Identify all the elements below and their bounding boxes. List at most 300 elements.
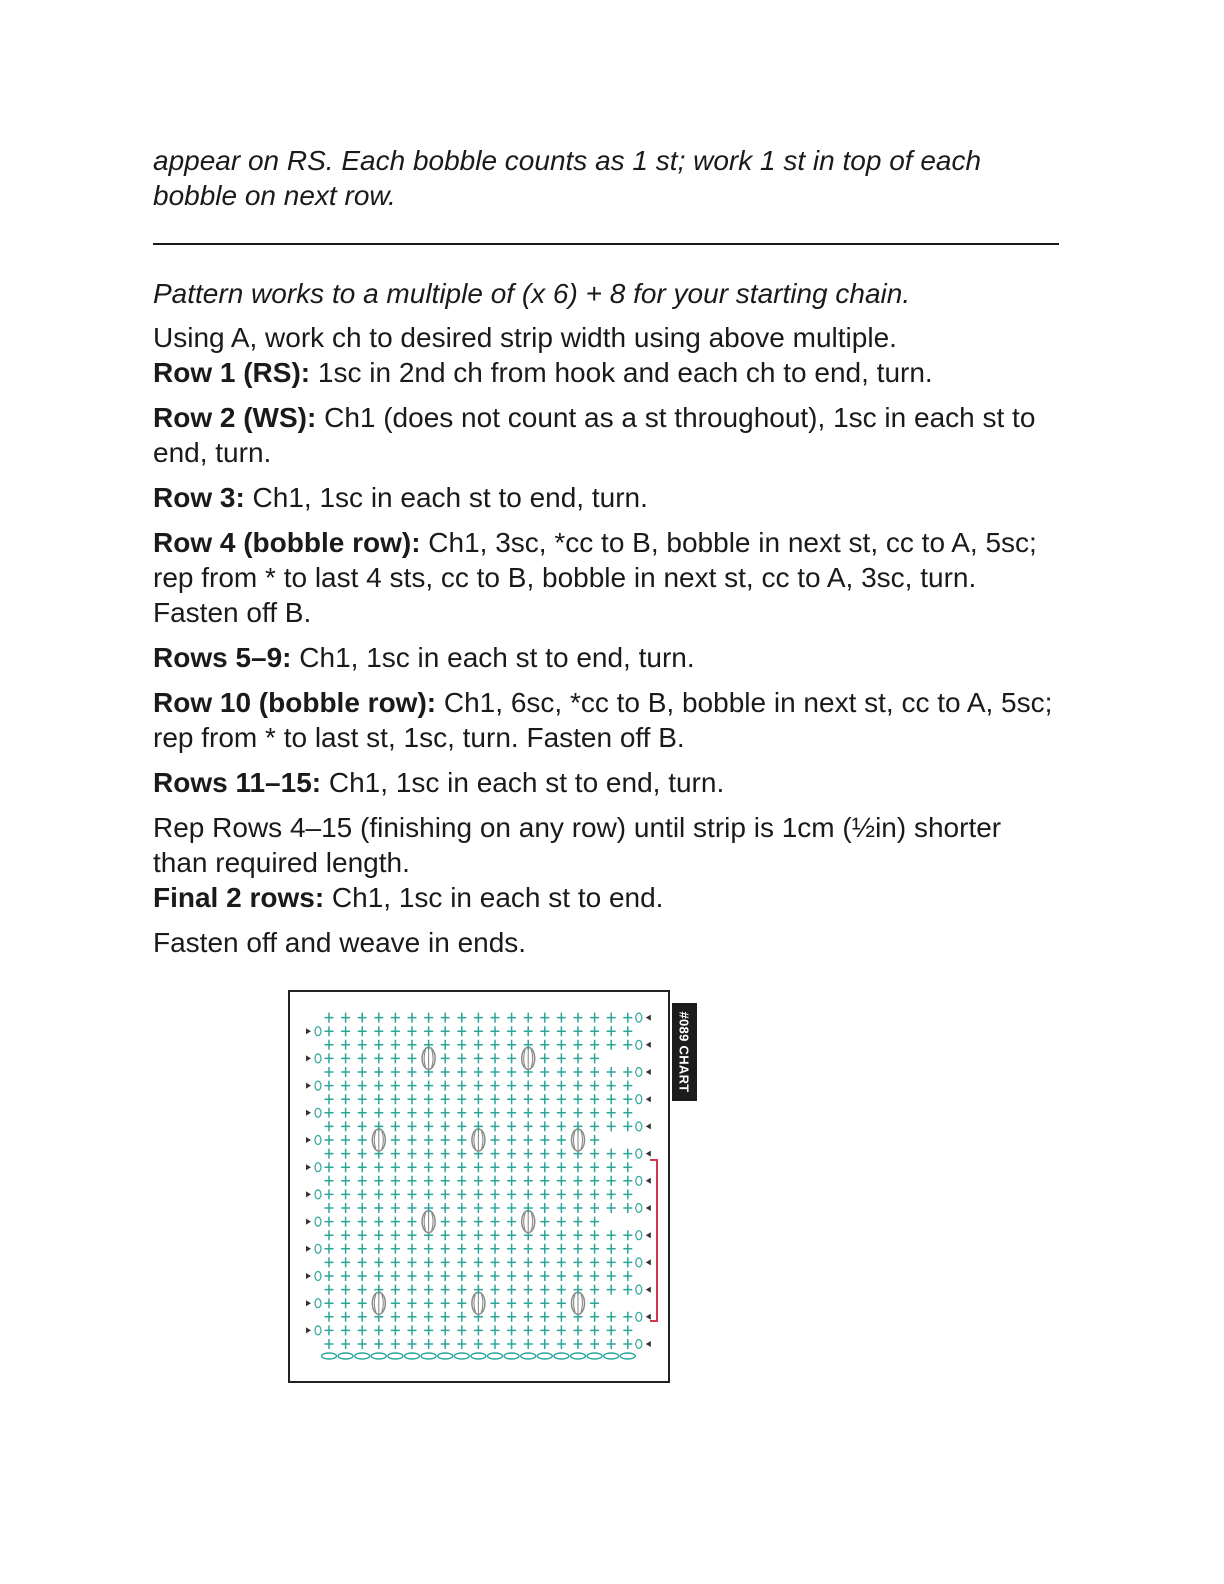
single-crochet-stitch: [441, 1094, 450, 1104]
turn-arrow: [306, 1273, 311, 1279]
single-crochet-stitch: [391, 1339, 400, 1349]
single-crochet-stitch: [540, 1217, 549, 1227]
single-crochet-stitch: [374, 1108, 383, 1118]
single-crochet-stitch: [424, 1135, 433, 1145]
turning-chain: [315, 1054, 321, 1063]
single-crochet-stitch: [325, 1162, 334, 1172]
single-crochet-stitch: [623, 1108, 632, 1118]
single-crochet-stitch: [590, 1271, 599, 1281]
turning-chain: [315, 1272, 321, 1281]
single-crochet-stitch: [325, 1108, 334, 1118]
single-crochet-stitch: [590, 1040, 599, 1050]
single-crochet-stitch: [491, 1325, 500, 1335]
single-crochet-stitch: [574, 1094, 583, 1104]
turning-chain: [315, 1027, 321, 1036]
single-crochet-stitch: [474, 1230, 483, 1240]
chain-stitch: [488, 1353, 503, 1359]
single-crochet-stitch: [590, 1026, 599, 1036]
single-crochet-stitch: [574, 1108, 583, 1118]
single-crochet-stitch: [457, 1285, 466, 1295]
turning-chain: [636, 1013, 642, 1022]
single-crochet-stitch: [325, 1081, 334, 1091]
single-crochet-stitch: [491, 1149, 500, 1159]
single-crochet-stitch: [557, 1040, 566, 1050]
instruction-label: Row 10 (bobble row):: [153, 687, 437, 718]
single-crochet-stitch: [408, 1053, 417, 1063]
single-crochet-stitch: [623, 1257, 632, 1267]
single-crochet-stitch: [590, 1121, 599, 1131]
single-crochet-stitch: [474, 1094, 483, 1104]
intro-paragraph: appear on RS. Each bobble counts as 1 st; work 1 st in top of each bobble on next row.: [153, 145, 982, 211]
single-crochet-stitch: [491, 1053, 500, 1063]
chain-stitch: [554, 1353, 569, 1359]
single-crochet-stitch: [457, 1135, 466, 1145]
single-crochet-stitch: [491, 1121, 500, 1131]
single-crochet-stitch: [358, 1053, 367, 1063]
single-crochet-stitch: [491, 1285, 500, 1295]
single-crochet-stitch: [457, 1067, 466, 1077]
instruction-line: [153, 640, 1059, 675]
single-crochet-stitch: [391, 1040, 400, 1050]
single-crochet-stitch: [374, 1271, 383, 1281]
single-crochet-stitch: [524, 1285, 533, 1295]
single-crochet-stitch: [325, 1257, 334, 1267]
single-crochet-stitch: [524, 1244, 533, 1254]
single-crochet-stitch: [408, 1244, 417, 1254]
single-crochet-stitch: [341, 1271, 350, 1281]
single-crochet-stitch: [557, 1108, 566, 1118]
single-crochet-stitch: [424, 1271, 433, 1281]
single-crochet-stitch: [491, 1217, 500, 1227]
single-crochet-stitch: [524, 1312, 533, 1322]
single-crochet-stitch: [391, 1189, 400, 1199]
single-crochet-stitch: [524, 1339, 533, 1349]
single-crochet-stitch: [491, 1244, 500, 1254]
single-crochet-stitch: [441, 1135, 450, 1145]
instructions-list: [153, 320, 1059, 970]
single-crochet-stitch: [341, 1189, 350, 1199]
single-crochet-stitch: [374, 1244, 383, 1254]
single-crochet-stitch: [491, 1013, 500, 1023]
single-crochet-stitch: [474, 1189, 483, 1199]
single-crochet-stitch: [507, 1135, 516, 1145]
single-crochet-stitch: [491, 1298, 500, 1308]
single-crochet-stitch: [441, 1312, 450, 1322]
single-crochet-stitch: [623, 1067, 632, 1077]
single-crochet-stitch: [507, 1067, 516, 1077]
single-crochet-stitch: [341, 1162, 350, 1172]
single-crochet-stitch: [623, 1162, 632, 1172]
single-crochet-stitch: [557, 1162, 566, 1172]
single-crochet-stitch: [574, 1244, 583, 1254]
single-crochet-stitch: [457, 1094, 466, 1104]
single-crochet-stitch: [374, 1189, 383, 1199]
single-crochet-stitch: [590, 1053, 599, 1063]
single-crochet-stitch: [408, 1189, 417, 1199]
single-crochet-stitch: [424, 1108, 433, 1118]
single-crochet-stitch: [491, 1203, 500, 1213]
single-crochet-stitch: [341, 1026, 350, 1036]
single-crochet-stitch: [540, 1271, 549, 1281]
single-crochet-stitch: [474, 1271, 483, 1281]
single-crochet-stitch: [358, 1108, 367, 1118]
single-crochet-stitch: [474, 1217, 483, 1227]
single-crochet-stitch: [557, 1230, 566, 1240]
single-crochet-stitch: [507, 1026, 516, 1036]
single-crochet-stitch: [491, 1162, 500, 1172]
single-crochet-stitch: [491, 1108, 500, 1118]
single-crochet-stitch: [391, 1162, 400, 1172]
single-crochet-stitch: [607, 1149, 616, 1159]
single-crochet-stitch: [457, 1040, 466, 1050]
turn-arrow: [306, 1164, 311, 1170]
single-crochet-stitch: [341, 1325, 350, 1335]
single-crochet-stitch: [457, 1257, 466, 1267]
instruction-line: [153, 810, 1059, 880]
chain-stitch: [620, 1353, 635, 1359]
single-crochet-stitch: [374, 1339, 383, 1349]
single-crochet-stitch: [507, 1312, 516, 1322]
single-crochet-stitch: [557, 1121, 566, 1131]
single-crochet-stitch: [341, 1053, 350, 1063]
single-crochet-stitch: [374, 1026, 383, 1036]
instruction-line: [153, 525, 1059, 630]
single-crochet-stitch: [540, 1325, 549, 1335]
single-crochet-stitch: [607, 1026, 616, 1036]
single-crochet-stitch: [623, 1121, 632, 1131]
single-crochet-stitch: [574, 1176, 583, 1186]
single-crochet-stitch: [474, 1013, 483, 1023]
single-crochet-stitch: [607, 1176, 616, 1186]
single-crochet-stitch: [590, 1013, 599, 1023]
single-crochet-stitch: [341, 1244, 350, 1254]
single-crochet-stitch: [540, 1121, 549, 1131]
single-crochet-stitch: [341, 1121, 350, 1131]
single-crochet-stitch: [590, 1162, 599, 1172]
single-crochet-stitch: [491, 1094, 500, 1104]
single-crochet-stitch: [441, 1230, 450, 1240]
single-crochet-stitch: [374, 1162, 383, 1172]
single-crochet-stitch: [391, 1298, 400, 1308]
instruction-text: Using A, work ch to desired strip width using above multiple.: [153, 322, 897, 353]
turning-chain: [315, 1190, 321, 1199]
single-crochet-stitch: [374, 1176, 383, 1186]
single-crochet-stitch: [590, 1230, 599, 1240]
single-crochet-stitch: [607, 1312, 616, 1322]
single-crochet-stitch: [408, 1081, 417, 1091]
single-crochet-stitch: [557, 1026, 566, 1036]
single-crochet-stitch: [524, 1189, 533, 1199]
turn-arrow: [646, 1341, 651, 1347]
single-crochet-stitch: [557, 1312, 566, 1322]
single-crochet-stitch: [408, 1312, 417, 1322]
instruction-line: [153, 400, 1059, 470]
single-crochet-stitch: [408, 1217, 417, 1227]
single-crochet-stitch: [441, 1081, 450, 1091]
single-crochet-stitch: [524, 1325, 533, 1335]
single-crochet-stitch: [607, 1162, 616, 1172]
chain-stitch: [504, 1353, 519, 1359]
single-crochet-stitch: [374, 1217, 383, 1227]
single-crochet-stitch: [391, 1312, 400, 1322]
single-crochet-stitch: [341, 1149, 350, 1159]
single-crochet-stitch: [623, 1271, 632, 1281]
turn-arrow: [646, 1015, 651, 1021]
single-crochet-stitch: [424, 1339, 433, 1349]
single-crochet-stitch: [325, 1217, 334, 1227]
instruction-label: Rows 5–9:: [153, 642, 292, 673]
single-crochet-stitch: [341, 1257, 350, 1267]
single-crochet-stitch: [507, 1217, 516, 1227]
chain-stitch: [405, 1353, 420, 1359]
single-crochet-stitch: [408, 1149, 417, 1159]
single-crochet-stitch: [474, 1257, 483, 1267]
turning-chain: [315, 1326, 321, 1335]
single-crochet-stitch: [607, 1230, 616, 1240]
single-crochet-stitch: [540, 1040, 549, 1050]
single-crochet-stitch: [607, 1013, 616, 1023]
single-crochet-stitch: [507, 1189, 516, 1199]
single-crochet-stitch: [391, 1053, 400, 1063]
single-crochet-stitch: [474, 1325, 483, 1335]
single-crochet-stitch: [540, 1013, 549, 1023]
single-crochet-stitch: [623, 1094, 632, 1104]
single-crochet-stitch: [590, 1298, 599, 1308]
single-crochet-stitch: [590, 1312, 599, 1322]
single-crochet-stitch: [524, 1176, 533, 1186]
turning-chain: [636, 1149, 642, 1158]
single-crochet-stitch: [325, 1312, 334, 1322]
single-crochet-stitch: [491, 1081, 500, 1091]
chain-stitch: [355, 1353, 370, 1359]
single-crochet-stitch: [408, 1176, 417, 1186]
single-crochet-stitch: [557, 1257, 566, 1267]
single-crochet-stitch: [507, 1285, 516, 1295]
turning-chain: [636, 1204, 642, 1213]
single-crochet-stitch: [358, 1285, 367, 1295]
turn-arrow: [306, 1300, 311, 1306]
single-crochet-stitch: [524, 1094, 533, 1104]
single-crochet-stitch: [391, 1176, 400, 1186]
single-crochet-stitch: [491, 1312, 500, 1322]
single-crochet-stitch: [441, 1285, 450, 1295]
single-crochet-stitch: [374, 1325, 383, 1335]
single-crochet-stitch: [574, 1257, 583, 1267]
single-crochet-stitch: [325, 1339, 334, 1349]
single-crochet-stitch: [374, 1053, 383, 1063]
single-crochet-stitch: [391, 1257, 400, 1267]
single-crochet-stitch: [491, 1176, 500, 1186]
turn-arrow: [646, 1096, 651, 1102]
single-crochet-stitch: [457, 1081, 466, 1091]
single-crochet-stitch: [607, 1257, 616, 1267]
chain-stitch: [471, 1353, 486, 1359]
single-crochet-stitch: [325, 1230, 334, 1240]
single-crochet-stitch: [374, 1257, 383, 1267]
instruction-text: 1sc in 2nd ch from hook and each ch to end, turn.: [310, 357, 933, 388]
single-crochet-stitch: [391, 1013, 400, 1023]
single-crochet-stitch: [590, 1108, 599, 1118]
instruction-text: Ch1, 1sc in each st to end, turn.: [321, 767, 725, 798]
single-crochet-stitch: [507, 1108, 516, 1118]
single-crochet-stitch: [623, 1040, 632, 1050]
single-crochet-stitch: [524, 1121, 533, 1131]
single-crochet-stitch: [341, 1203, 350, 1213]
turning-chain: [636, 1068, 642, 1077]
single-crochet-stitch: [540, 1285, 549, 1295]
single-crochet-stitch: [607, 1203, 616, 1213]
single-crochet-stitch: [507, 1040, 516, 1050]
turning-chain: [636, 1258, 642, 1267]
single-crochet-stitch: [408, 1121, 417, 1131]
single-crochet-stitch: [590, 1339, 599, 1349]
single-crochet-stitch: [325, 1149, 334, 1159]
single-crochet-stitch: [441, 1108, 450, 1118]
single-crochet-stitch: [574, 1013, 583, 1023]
single-crochet-stitch: [441, 1339, 450, 1349]
single-crochet-stitch: [358, 1149, 367, 1159]
single-crochet-stitch: [358, 1135, 367, 1145]
single-crochet-stitch: [391, 1285, 400, 1295]
turn-arrow: [306, 1191, 311, 1197]
single-crochet-stitch: [441, 1271, 450, 1281]
single-crochet-stitch: [424, 1026, 433, 1036]
single-crochet-stitch: [507, 1298, 516, 1308]
single-crochet-stitch: [590, 1189, 599, 1199]
single-crochet-stitch: [557, 1339, 566, 1349]
single-crochet-stitch: [557, 1189, 566, 1199]
single-crochet-stitch: [574, 1162, 583, 1172]
single-crochet-stitch: [408, 1162, 417, 1172]
single-crochet-stitch: [507, 1176, 516, 1186]
single-crochet-stitch: [540, 1081, 549, 1091]
single-crochet-stitch: [491, 1040, 500, 1050]
single-crochet-stitch: [325, 1203, 334, 1213]
single-crochet-stitch: [408, 1339, 417, 1349]
instruction-line: [153, 480, 1059, 515]
single-crochet-stitch: [441, 1325, 450, 1335]
single-crochet-stitch: [590, 1244, 599, 1254]
instruction-label: Row 2 (WS):: [153, 402, 317, 433]
single-crochet-stitch: [441, 1040, 450, 1050]
single-crochet-stitch: [457, 1298, 466, 1308]
single-crochet-stitch: [391, 1108, 400, 1118]
single-crochet-stitch: [358, 1257, 367, 1267]
instruction-text: Rep Rows 4–15 (finishing on any row) until strip is 1cm (½in) shorter than required length.: [153, 812, 1002, 878]
single-crochet-stitch: [358, 1230, 367, 1240]
single-crochet-stitch: [474, 1081, 483, 1091]
chain-stitch: [438, 1353, 453, 1359]
chain-stitch: [371, 1353, 386, 1359]
single-crochet-stitch: [408, 1325, 417, 1335]
turning-chain: [636, 1095, 642, 1104]
single-crochet-stitch: [325, 1013, 334, 1023]
single-crochet-stitch: [607, 1040, 616, 1050]
single-crochet-stitch: [358, 1217, 367, 1227]
single-crochet-stitch: [623, 1285, 632, 1295]
single-crochet-stitch: [623, 1339, 632, 1349]
single-crochet-stitch: [540, 1176, 549, 1186]
single-crochet-stitch: [341, 1339, 350, 1349]
single-crochet-stitch: [408, 1026, 417, 1036]
single-crochet-stitch: [557, 1271, 566, 1281]
chain-stitch: [587, 1353, 602, 1359]
single-crochet-stitch: [540, 1162, 549, 1172]
single-crochet-stitch: [408, 1257, 417, 1267]
turn-arrow: [306, 1028, 311, 1034]
single-crochet-stitch: [574, 1053, 583, 1063]
instruction-label: Final 2 rows:: [153, 882, 325, 913]
single-crochet-stitch: [441, 1053, 450, 1063]
instruction-line: [153, 320, 1059, 355]
single-crochet-stitch: [424, 1285, 433, 1295]
turning-chain: [315, 1136, 321, 1145]
single-crochet-stitch: [325, 1053, 334, 1063]
single-crochet-stitch: [524, 1257, 533, 1267]
single-crochet-stitch: [557, 1244, 566, 1254]
turning-chain: [315, 1163, 321, 1172]
single-crochet-stitch: [341, 1040, 350, 1050]
section-divider: [153, 243, 1059, 245]
single-crochet-stitch: [574, 1040, 583, 1050]
single-crochet-stitch: [457, 1217, 466, 1227]
single-crochet-stitch: [457, 1026, 466, 1036]
single-crochet-stitch: [424, 1094, 433, 1104]
single-crochet-stitch: [441, 1026, 450, 1036]
single-crochet-stitch: [590, 1149, 599, 1159]
turning-chain: [636, 1231, 642, 1240]
single-crochet-stitch: [408, 1285, 417, 1295]
single-crochet-stitch: [441, 1257, 450, 1267]
single-crochet-stitch: [507, 1162, 516, 1172]
single-crochet-stitch: [491, 1189, 500, 1199]
single-crochet-stitch: [358, 1271, 367, 1281]
single-crochet-stitch: [358, 1121, 367, 1131]
single-crochet-stitch: [391, 1325, 400, 1335]
single-crochet-stitch: [574, 1026, 583, 1036]
single-crochet-stitch: [623, 1026, 632, 1036]
single-crochet-stitch: [358, 1298, 367, 1308]
single-crochet-stitch: [474, 1067, 483, 1077]
single-crochet-stitch: [457, 1149, 466, 1159]
chain-stitch: [322, 1353, 337, 1359]
single-crochet-stitch: [574, 1230, 583, 1240]
single-crochet-stitch: [623, 1149, 632, 1159]
turn-arrow: [646, 1042, 651, 1048]
single-crochet-stitch: [408, 1230, 417, 1240]
single-crochet-stitch: [408, 1135, 417, 1145]
instruction-label: Row 3:: [153, 482, 245, 513]
single-crochet-stitch: [341, 1108, 350, 1118]
single-crochet-stitch: [557, 1217, 566, 1227]
single-crochet-stitch: [540, 1149, 549, 1159]
single-crochet-stitch: [491, 1271, 500, 1281]
single-crochet-stitch: [441, 1189, 450, 1199]
single-crochet-stitch: [424, 1257, 433, 1267]
single-crochet-stitch: [341, 1135, 350, 1145]
single-crochet-stitch: [358, 1176, 367, 1186]
turn-arrow: [306, 1246, 311, 1252]
single-crochet-stitch: [623, 1176, 632, 1186]
turn-arrow: [646, 1123, 651, 1129]
chain-stitch: [521, 1353, 536, 1359]
single-crochet-stitch: [408, 1040, 417, 1050]
single-crochet-stitch: [457, 1162, 466, 1172]
turn-arrow: [646, 1069, 651, 1075]
single-crochet-stitch: [325, 1121, 334, 1131]
single-crochet-stitch: [540, 1203, 549, 1213]
single-crochet-stitch: [358, 1067, 367, 1077]
